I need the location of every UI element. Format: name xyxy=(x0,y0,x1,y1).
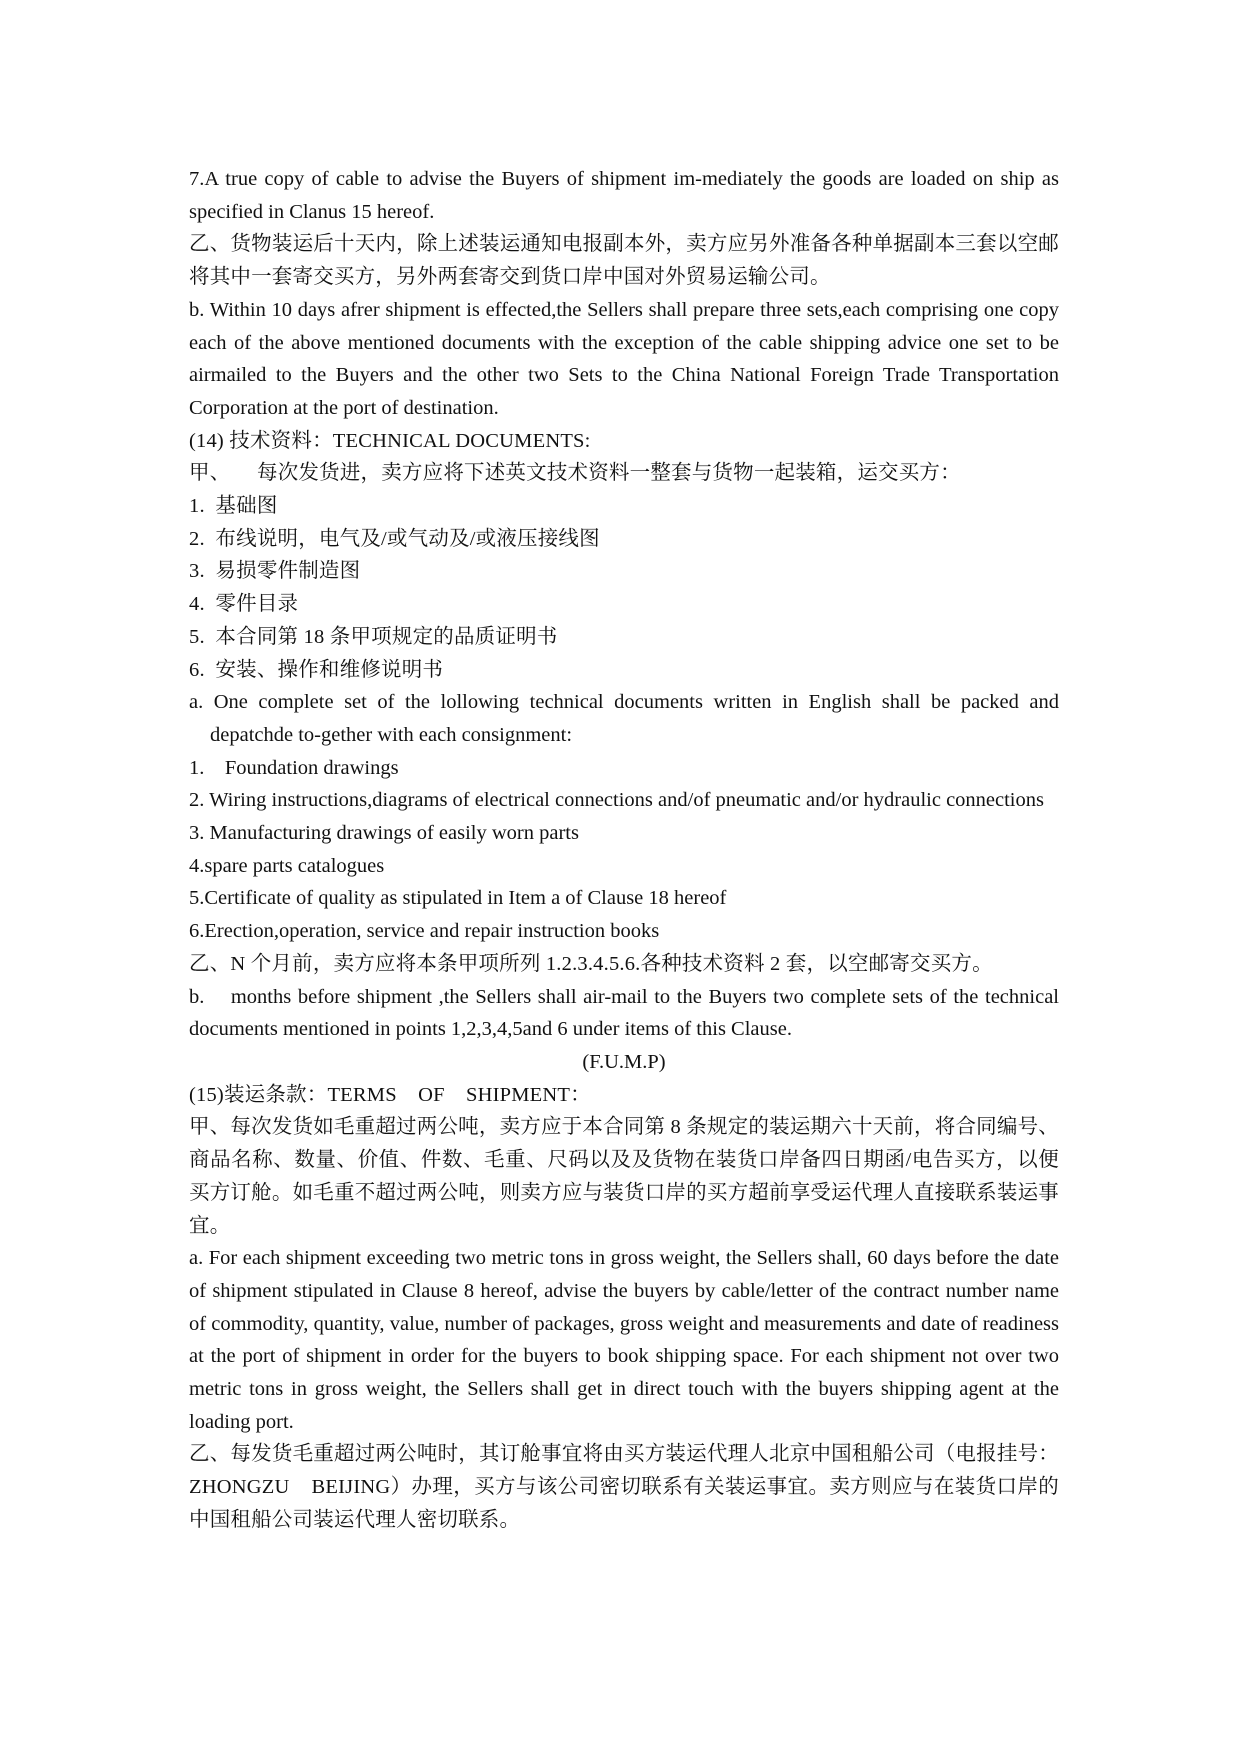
list-item-cn-5: 5. 本合同第 18 条甲项规定的品质证明书 xyxy=(189,625,558,648)
list-item-en-1: 1. Foundation drawings xyxy=(189,756,399,779)
list-item-cn-4: 4. 零件目录 xyxy=(189,593,299,616)
paragraph-a-shipment-en: a. For each shipment exceeding two metric tons in gross weight, the Sellers shall, 60 days before the date of shipment stipulated in Clause 8 hereof, advise the buyers by cable/letter of the contract number name of commodity, quantity, value, number of packages, gross weight and measurements and date of readiness at the port of shipment in order for the buyers to book shipping space. For each shipment not over two metric tons in gross weight, the Sellers shall get in direct touch with the buyers shipping agent at the loading port. xyxy=(189,1247,1065,1433)
centered-note: (F.U.M.P) xyxy=(582,1050,666,1073)
paragraph-cable-copy: 7.A true copy of cable to advise the Buyers of shipment im-mediately the goods are loaded on ship as specified in Clanus 15 hereof. xyxy=(189,168,1065,223)
list-item-cn-6: 6. 安装、操作和维修说明书 xyxy=(189,658,444,681)
paragraph-jia-shipment-cn: 甲、每次发货如毛重超过两公吨，卖方应于本合同第 8 条规定的装运期六十天前，将合同编号、商品名称、数量、价值、件数、毛重、尺码以及及货物在装货口岸备四日期函/电告买方，以便买方订舱。如毛重不超过两公吨，则卖方应与装货口岸的买方超前享受运代理人直接联系装运事宜。 xyxy=(189,1116,1059,1237)
section-heading-technical-documents: (14) 技术资料：TECHNICAL DOCUMENTS: xyxy=(189,429,591,452)
list-item-cn-1: 1. 基础图 xyxy=(189,495,278,518)
list-item-cn-3: 3. 易损零件制造图 xyxy=(189,560,361,583)
list-item-en-6: 6.Erection,operation, service and repair instruction books xyxy=(189,920,660,943)
paragraph-yi-technical-cn: 乙、N 个月前，卖方应将本条甲项所列 1.2.3.4.5.6.各种技术资料 2 套，以空邮寄交买方。 xyxy=(189,952,993,975)
paragraph-b-technical-en: b. months before shipment ,the Sellers shall air-mail to the Buyers two complete sets of the technical documents mentioned in points 1,2,3,4,5and 6 under items of this Clause. xyxy=(189,985,1065,1041)
paragraph-yi-shipment-cn: 乙、每发货毛重超过两公吨时，其订舱事宜将由买方装运代理人北京中国租船公司（电报挂号：ZHONGZU BEIJING）办理，买方与该公司密切联系有关装运事宜。卖方则应与在装货口岸的中国租船公司装运代理人密切联系。 xyxy=(189,1443,1059,1531)
section-heading-terms-of-shipment: (15)装运条款：TERMS OF SHIPMENT： xyxy=(189,1083,591,1106)
document-body xyxy=(189,163,1065,1537)
list-item-en-3: 3. Manufacturing drawings of easily worn parts xyxy=(189,822,579,845)
paragraph-a-technical-en: a. One complete set of the lollowing technical documents written in English shall be packed and depatchde to-gether with each consignment: xyxy=(189,691,1065,746)
paragraph-yi-documents-cn: 乙、货物装运后十天内，除上述装运通知电报副本外，卖方应另外准备各种单据副本三套以空邮将其中一套寄交买方，另外两套寄交到货口岸中国对外贸易运输公司。 xyxy=(189,233,1059,289)
list-item-en-5: 5.Certificate of quality as stipulated in Item a of Clause 18 hereof xyxy=(189,887,727,910)
paragraph-b-documents-en: b. Within 10 days afrer shipment is effected,the Sellers shall prepare three sets,each comprising one copy each of the above mentioned documents with the exception of the cable shipping advice one set to be airmailed to the Buyers and the other two Sets to the China National Foreign Trade Transportation Corporation at the port of destination. xyxy=(189,298,1065,419)
list-item-cn-2: 2. 布线说明，电气及/或气动及/或液压接线图 xyxy=(189,527,600,550)
list-item-en-4: 4.spare parts catalogues xyxy=(189,854,385,877)
paragraph-jia-technical-cn: 甲、 每次发货进，卖方应将下述英文技术资料一整套与货物一起装箱，运交买方： xyxy=(189,462,961,485)
list-item-en-2: 2. Wiring instructions,diagrams of electrical connections and/of pneumatic and/or hydraulic connections xyxy=(189,789,1044,812)
